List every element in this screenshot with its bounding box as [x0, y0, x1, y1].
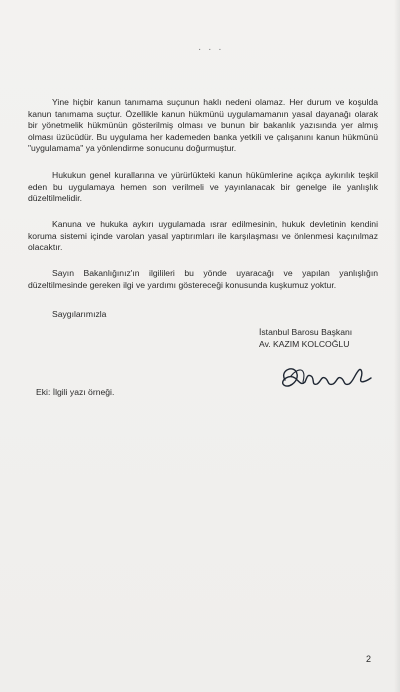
- signatory-name: Av. KAZIM KOLCOĞLU: [259, 338, 350, 349]
- paragraph-4: Sayın Bakanlığınız'ın ilgilileri bu yönde uyaracağı ve yapılan yanlışlığın düzeltilmesinde gereken ilgi ve yardımı göstereceği konusunda kuşkumuz yoktur.: [28, 268, 378, 290]
- attachment-note: Eki: İlgili yazı örneği.: [36, 387, 115, 397]
- handwritten-signature: [277, 360, 377, 400]
- paragraph-1: Yine hiçbir kanun tanımama suçunun haklı nedeni olamaz. Her durum ve koşulda kanun tanımama suçtur. Özellikle kanun hükmünü uygulamamanın yasal dayanağı olarak bir yönetmelik hükmünün gösterilmiş olması ve bunun bir bakanlık yazısında yer almış olması üzücüdür. Bu uygulama her kademeden banka yetkili ve çalışanını kanun hükmünü "uygulamama" ya yönlendirme sonucunu doğurmuştur.: [28, 97, 378, 154]
- page-edge-shadow: [394, 0, 400, 692]
- scan-speck: · · ·: [198, 44, 224, 55]
- paragraph-3: Kanuna ve hukuka aykırı uygulamada ısrar edilmesinin, hukuk devletinin kendini koruma sistemi içinde varolan yasal yaptırımları ile karşılaşması ve önlenmesi kaçınılmaz olacaktır.: [28, 219, 378, 253]
- page-number: 2: [366, 654, 372, 664]
- signatory-title: İstanbul Barosu Başkanı: [259, 327, 353, 337]
- closing-salutation: Saygılarımızla: [52, 309, 107, 319]
- signature-block: [259, 327, 352, 350]
- paragraph-2: Hukukun genel kurallarına ve yürürlükteki kanun hükümlerine açıkça aykırılık teşkil eden bu uygulamaya hemen son verilmeli ve yayınlanacak bir genelge ile yanlışlık düzeltilmelidir.: [28, 170, 378, 204]
